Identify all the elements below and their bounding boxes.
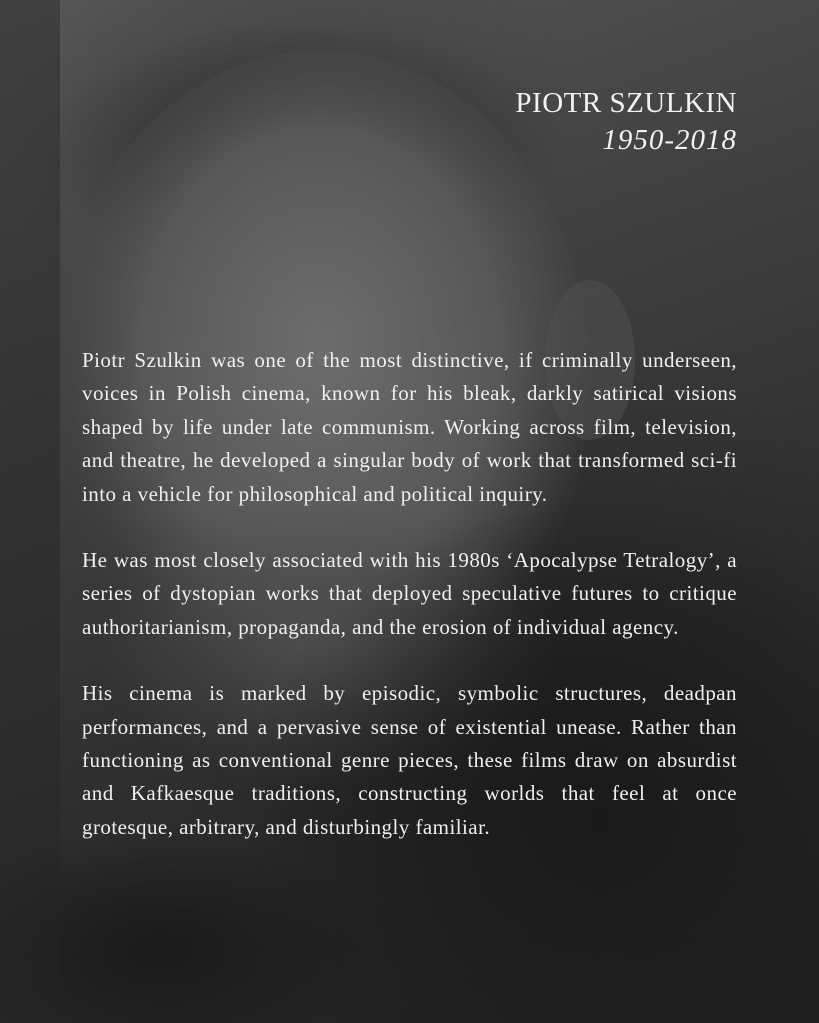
bio-paragraph-2: He was most closely associated with his 1980s ‘Apocalypse Tetralogy’, a series of dystopian works that deployed speculative futures to critique authoritarianism, propaganda, and the erosion of individual agency.: [82, 548, 737, 639]
life-years: 1950-2018: [602, 124, 737, 156]
biography: [82, 344, 737, 877]
person-name: PIOTR SZULKIN: [515, 87, 737, 119]
bio-paragraph-3: His cinema is marked by episodic, symbolic structures, deadpan performances, and a pervasive sense of existential unease. Rather than functioning as conventional genre pieces, these films draw on absurdist and Kafkaesque traditions, constructing worlds that feel at once grotesque, arbitrary, and disturbingly familiar.: [82, 681, 737, 839]
header: [515, 84, 737, 158]
bio-paragraph-1: Piotr Szulkin was one of the most distinctive, if criminally underseen, voices in Polish cinema, known for his bleak, darkly satirical visions shaped by life under late communism. Working across film, television, and theatre, he developed a singular body of work that transformed sci-fi into a vehicle for philosophical and political inquiry.: [82, 348, 737, 506]
